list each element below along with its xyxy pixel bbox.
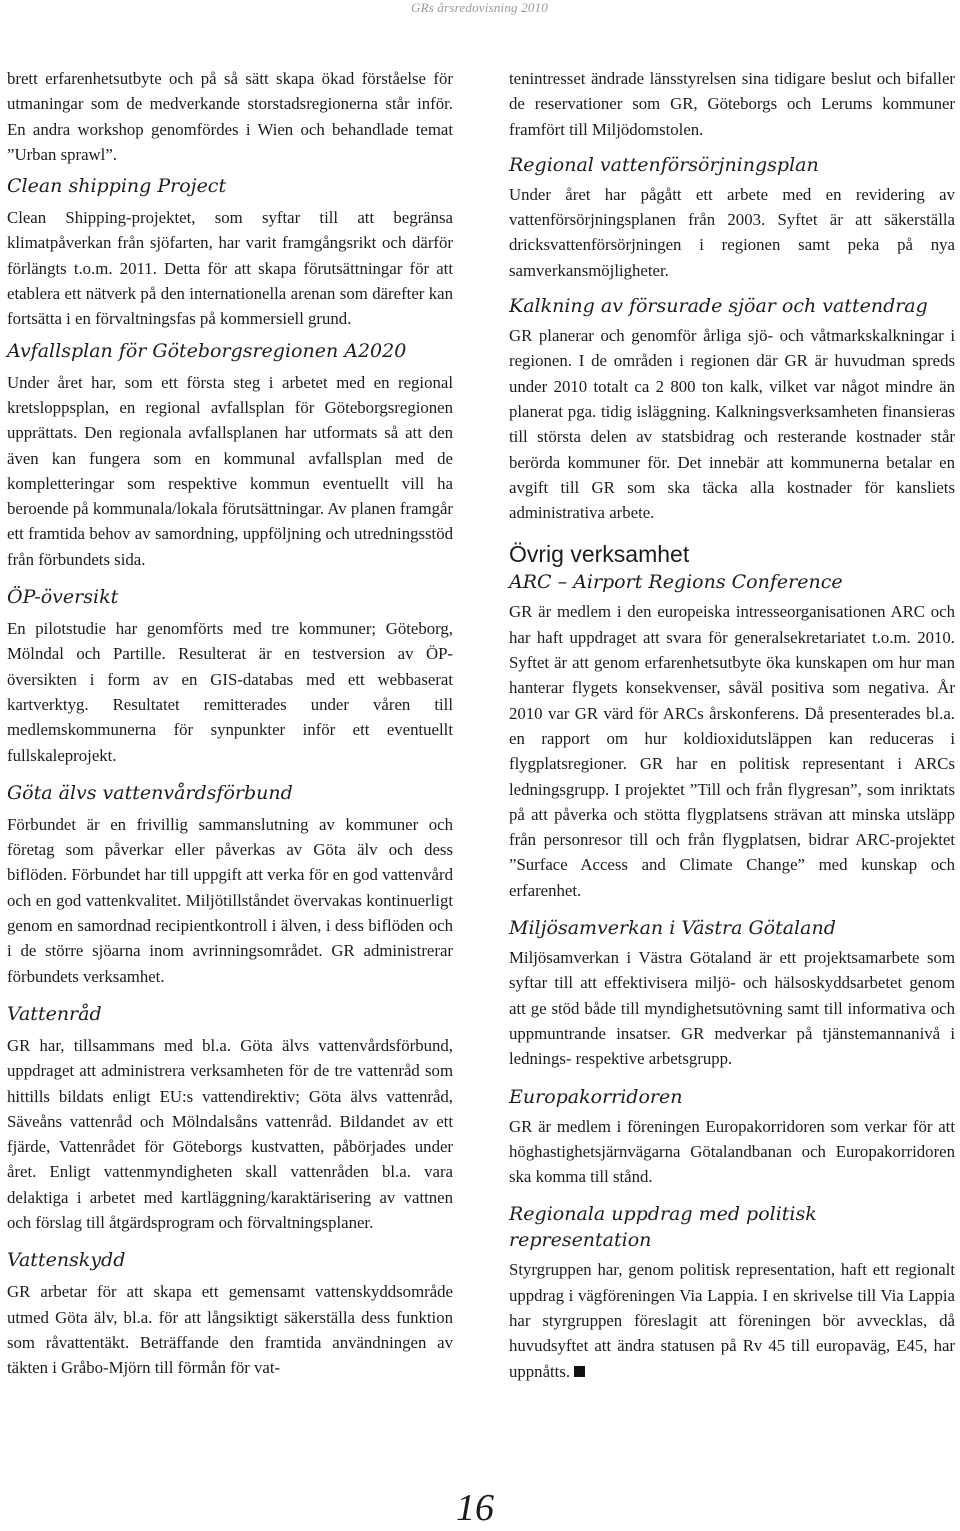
heading-avfallsplan: Avfallsplan för Göteborgsregionen A2020 xyxy=(7,339,407,362)
paragraph-vattenskydd: GR arbetar för att skapa ett gemensamt vattenskyddsområde utmed Göta älv, bl.a. för att långsiktigt säkerställa dess funktion som råvattentäkt. Beträffande den framtida användningen av täkten i Gråbo-Mjörn till förmån för vat- xyxy=(7,1282,453,1378)
paragraph-regionala-uppdrag xyxy=(509,1257,955,1383)
heading-europakorridoren: Europakorridoren xyxy=(509,1085,683,1108)
paragraph-regionala-uppdrag-text: Styrgruppen har, genom politisk representation, haft ett regionalt uppdrag i vägföreningen Via Lappia. I en skrivelse till Via Lappia har styrgruppen föreslagit att föreningen bör avvecklas, då huvudsyftet att ändra statusen på Rv 45 till europaväg, E45, har uppnåtts. xyxy=(509,1260,955,1381)
heading-gota-alv: Göta älvs vattenvårdsförbund xyxy=(7,781,293,804)
paragraph-op-oversikt: En pilotstudie har genomförts med tre kommuner; Göteborg, Mölndal och Partille. Resulterat är en testversion av ÖP-översikten i form av en GIS-databas med ett webbaserat kartverktyg. Resultatet remitterades under våren till medlemskommunerna för synpunkter inför ett eventuellt fullskaleprojekt. xyxy=(7,619,453,765)
paragraph-avfallsplan: Under året har, som ett första steg i arbetet med en regional kretsloppsplan, en regional avfallsplan för Göteborgsregionen upprättats. Den regionala avfallsplanen har utformats så att den även kan fungera som en kommunal avfallsplan med de kompletteringar som respektive kommun eventuellt vill ha beroende på kommunala/lokala förutsättningar. Av planen framgår ett framtida behov av samordning, uppföljning och utredningsstöd från förbundets sida. xyxy=(7,372,453,569)
paragraph-kalkning: GR planerar och genomför årliga sjö- och våtmarkskalkningar i regionen. I de områden i regionen där GR är huvudman spreds under 2010 totalt ca 2 800 ton kalk, vilket var något mindre än planerat pga. tidig isläggning. Kalkningsverksamheten finansieras till största delen av statsbidrag och resterande kostnader står berörda kommuner för. Det innebär att kommunerna betalar en avgift till GR som ska täcka alla kostnader för kansliets administrativa arbete. xyxy=(509,326,955,523)
right-column xyxy=(509,66,955,1384)
paragraph-clean-shipping: Clean Shipping-projektet, som syftar till att begränsa klimatpåverkan från sjöfarten, har varit framgångsrikt och därför förlängts t.o.m. 2011. Detta för att skapa förutsättningar för att etablera ett nätverk på den internationella arenan som därefter kan fortsätta i en förvaltningsfas på kommersiell grund. xyxy=(7,208,453,329)
intro-paragraph: brett erfarenhetsutbyte och på så sätt skapa ökad förståelse för utmaningar som de medverkande storstadsregionerna står inför. En andra workshop genomfördes i Wien och behandlade temat ”Urban sprawl”. xyxy=(7,69,453,164)
paragraph-vattenrad: GR har, tillsammans med bl.a. Göta älvs vattenvårdsförbund, uppdraget att administrera verksamheten för de tre vattenråd som hittills bildats enligt EU:s vattendirektiv; Göta älvs vattenråd, Säveåns vattenråd och Mölndalsåns vattenråd. Bildandet av ett fjärde, Vattenrådet för Göteborgs kustvatten, påbörjades under året. Enligt vattenmyndigheten skall vattenråden bl.a. vara delaktiga i arbetet med kartläggning/karaktärisering av vattnen och förslag till åtgärdsprogram och förvaltningsplaner. xyxy=(7,1035,453,1232)
heading-regionala-uppdrag: Regionala uppdrag med politisk representation xyxy=(509,1203,817,1252)
continuation-paragraph: tenintresset ändrade länsstyrelsen sina tidigare beslut och bifaller de reservationer som GR, Göteborgs och Lerums kommuner framfört till Miljödomstolen. xyxy=(509,69,955,139)
paragraph-vattenforsorjning: Under året har pågått ett arbete med en revidering av vattenförsörjningsplanen från 2003. Syftet är att säkerställa dricksvattenförsörjningen i regionen samt peka på nya samverkansmöjligheter. xyxy=(509,184,955,280)
heading-op-oversikt: ÖP-översikt xyxy=(7,586,119,609)
heading-vattenrad: Vattenråd xyxy=(7,1002,102,1025)
paragraph-miljosamverkan: Miljösamverkan i Västra Götaland är ett projektsamarbete som syftar till att effektivisera miljö- och hälsoskyddsarbetet genom att ge stöd både till myndighetsutövning samt till informativa och uppmuntrande insatser. GR medverkar på tjänstemannanivå i lednings- respektive arbetsgrupp. xyxy=(509,948,955,1069)
heading-arc: ARC – Airport Regions Conference xyxy=(509,571,843,594)
heading-miljosamverkan: Miljösamverkan i Västra Götaland xyxy=(509,917,836,940)
page-number: 16 xyxy=(456,1487,494,1529)
paragraph-gota-alv: Förbundet är en frivillig sammanslutning av kommuner och företag som påverkar eller påverkas av Göta älv och dess biflöden. Förbundet har till uppgift att verka för en god vattenvård och en god vattenkvalitet. Miljötillståndet övervakas kontinuerligt genom en samordnad recipientkontroll i älven, i dess biflöden och i de större sjöarna inom avrinningsområdet. GR administrerar förbundets verksamhet. xyxy=(7,814,453,986)
heading-ovrig-verksamhet: Övrig verksamhet xyxy=(509,541,690,568)
heading-vattenskydd: Vattenskydd xyxy=(7,1249,126,1272)
end-of-article-mark xyxy=(574,1366,585,1377)
paragraph-europakorridoren: GR är medlem i föreningen Europakorridoren som verkar för att höghastighetsjärnvägarna Götalandbanan och Europakorridoren ska komma till stånd. xyxy=(509,1116,955,1187)
heading-vattenforsorjning: Regional vattenförsörjningsplan xyxy=(509,153,819,176)
running-header: GRs årsredovisning 2010 xyxy=(410,0,548,15)
heading-clean-shipping: Clean shipping Project xyxy=(7,175,227,198)
left-column xyxy=(7,66,453,1380)
heading-kalkning: Kalkning av försurade sjöar och vattendrag xyxy=(509,295,928,318)
paragraph-arc: GR är medlem i den europeiska intresseorganisationen ARC och har haft uppdraget att svara för generalsekretariatet t.o.m. 2010. Syftet är att genom erfarenhetsutbyte öka kunskapen om hur man hanterar flygets konsekvenser, såväl positiva som negativa. År 2010 var GR värd för ARCs årskonferens. Då presenterades bl.a. en rapport om hur koldioxidutsläppen kan reduceras i flygplatsregioner. GR har en politisk representant i ARCs ledningsgrupp. I projektet ”Till och från flygresan”, som inriktats på att påverka och stötta flygplatsens strävan att minska utsläpp från personresor till och från flygplatsen, bidrar ARC-projektet ”Surface Access and Climate Change” med kunskap och erfarenhet. xyxy=(509,602,955,900)
